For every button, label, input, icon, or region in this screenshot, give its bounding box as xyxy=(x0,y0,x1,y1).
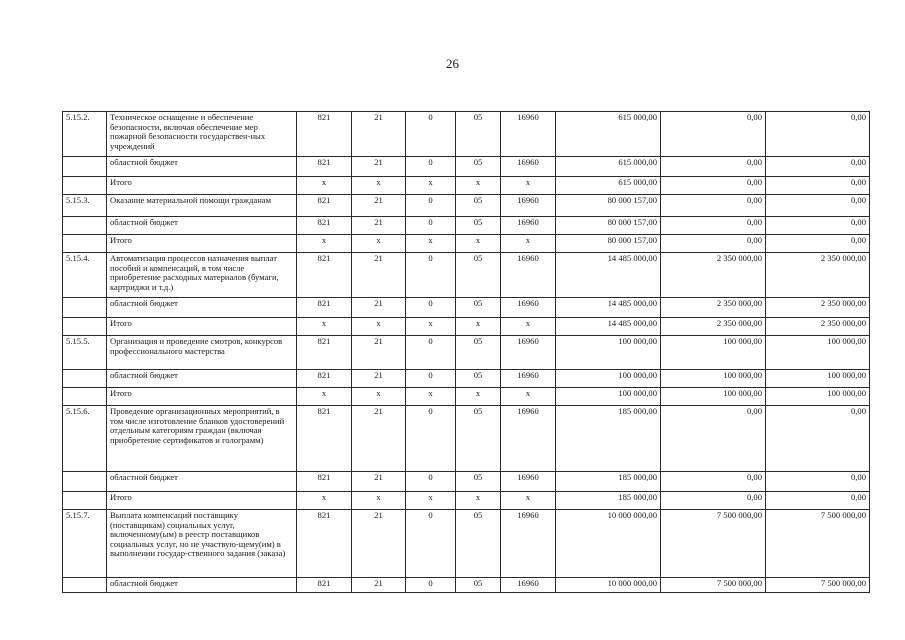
budget-table xyxy=(62,111,870,593)
program-code: x xyxy=(406,388,456,406)
amount-year-2: 7 500 000,00 xyxy=(661,578,766,593)
subprogram-code: 05 xyxy=(456,195,501,217)
amount-year-1: 185 000,00 xyxy=(556,472,661,492)
program-code: 0 xyxy=(406,298,456,318)
amount-year-3: 0,00 xyxy=(766,472,870,492)
table-row xyxy=(63,112,870,157)
section-code: 21 xyxy=(352,578,406,593)
item-code: 5.15.5. xyxy=(63,336,107,370)
item-name: Техническое оснащение и обеспечение безопасности, включая обеспечение мер пожарной безопасности государствен-ных учреждений xyxy=(107,112,297,157)
ministry-code: 821 xyxy=(297,472,352,492)
amount-year-1: 80 000 157,00 xyxy=(556,235,661,253)
subprogram-code: 05 xyxy=(456,112,501,157)
amount-year-1: 615 000,00 xyxy=(556,157,661,177)
subprogram-code: 05 xyxy=(456,472,501,492)
amount-year-1: 80 000 157,00 xyxy=(556,195,661,217)
item-name: Итого xyxy=(107,388,297,406)
ministry-code: 821 xyxy=(297,157,352,177)
section-code: 21 xyxy=(352,157,406,177)
section-code: 21 xyxy=(352,253,406,298)
amount-year-3: 2 350 000,00 xyxy=(766,318,870,336)
program-code: 0 xyxy=(406,578,456,593)
ministry-code: 821 xyxy=(297,510,352,578)
table-row xyxy=(63,298,870,318)
expense-code: x xyxy=(501,235,556,253)
section-code: 21 xyxy=(352,112,406,157)
item-code xyxy=(63,388,107,406)
subprogram-code: x xyxy=(456,177,501,195)
amount-year-2: 7 500 000,00 xyxy=(661,510,766,578)
amount-year-1: 100 000,00 xyxy=(556,370,661,388)
item-code xyxy=(63,472,107,492)
amount-year-2: 2 350 000,00 xyxy=(661,298,766,318)
amount-year-1: 100 000,00 xyxy=(556,336,661,370)
amount-year-3: 0,00 xyxy=(766,217,870,235)
item-code: 5.15.3. xyxy=(63,195,107,217)
expense-code: x xyxy=(501,318,556,336)
subprogram-code: x xyxy=(456,235,501,253)
expense-code: 16960 xyxy=(501,217,556,235)
amount-year-1: 100 000,00 xyxy=(556,388,661,406)
section-code: x xyxy=(352,318,406,336)
amount-year-2: 0,00 xyxy=(661,235,766,253)
amount-year-1: 10 000 000,00 xyxy=(556,578,661,593)
subprogram-code: 05 xyxy=(456,217,501,235)
amount-year-2: 2 350 000,00 xyxy=(661,318,766,336)
table-row xyxy=(63,177,870,195)
item-name: Автоматизация процессов назначения выплат пособий и компенсаций, в том числе приобретение расходных материалов (бумаги, картриджи и т.д.) xyxy=(107,253,297,298)
item-name: Итого xyxy=(107,492,297,510)
item-code xyxy=(63,578,107,593)
expense-code: 16960 xyxy=(501,578,556,593)
amount-year-1: 185 000,00 xyxy=(556,406,661,472)
amount-year-1: 615 000,00 xyxy=(556,177,661,195)
item-name: Проведение организационных мероприятий, в том числе изготовление бланков удостоверений отдельным категориям граждан (включая приобретение сертификатов и голограмм) xyxy=(107,406,297,472)
program-code: 0 xyxy=(406,472,456,492)
subprogram-code: 05 xyxy=(456,253,501,298)
program-code: 0 xyxy=(406,336,456,370)
program-code: 0 xyxy=(406,195,456,217)
item-name: Оказание материальной помощи гражданам xyxy=(107,195,297,217)
expense-code: 16960 xyxy=(501,157,556,177)
section-code: 21 xyxy=(352,298,406,318)
item-name: Выплата компенсаций поставщику (поставщикам) социальных услуг, включенному(ым) в реестр поставщиков социальных услуг, но не участвую-щему(им) в выполнении государ-ственного задания (заказа) xyxy=(107,510,297,578)
table-row xyxy=(63,157,870,177)
amount-year-3: 0,00 xyxy=(766,492,870,510)
item-name: областной бюджет xyxy=(107,157,297,177)
section-code: 21 xyxy=(352,472,406,492)
amount-year-2: 0,00 xyxy=(661,492,766,510)
program-code: 0 xyxy=(406,253,456,298)
expense-code: x xyxy=(501,492,556,510)
amount-year-3: 100 000,00 xyxy=(766,388,870,406)
amount-year-1: 14 485 000,00 xyxy=(556,298,661,318)
section-code: 21 xyxy=(352,406,406,472)
item-name: Организация и проведение смотров, конкурсов профессионального мастерства xyxy=(107,336,297,370)
item-code xyxy=(63,298,107,318)
ministry-code: 821 xyxy=(297,195,352,217)
subprogram-code: x xyxy=(456,388,501,406)
item-name: областной бюджет xyxy=(107,472,297,492)
table-row xyxy=(63,336,870,370)
expense-code: 16960 xyxy=(501,472,556,492)
amount-year-2: 0,00 xyxy=(661,112,766,157)
amount-year-3: 2 350 000,00 xyxy=(766,298,870,318)
item-code: 5.15.6. xyxy=(63,406,107,472)
table-row xyxy=(63,510,870,578)
section-code: 21 xyxy=(352,336,406,370)
program-code: 0 xyxy=(406,370,456,388)
item-code xyxy=(63,492,107,510)
amount-year-1: 185 000,00 xyxy=(556,492,661,510)
ministry-code: 821 xyxy=(297,336,352,370)
amount-year-3: 7 500 000,00 xyxy=(766,510,870,578)
amount-year-2: 100 000,00 xyxy=(661,370,766,388)
item-code xyxy=(63,318,107,336)
table-row xyxy=(63,195,870,217)
subprogram-code: x xyxy=(456,492,501,510)
amount-year-3: 0,00 xyxy=(766,406,870,472)
program-code: x xyxy=(406,492,456,510)
item-code: 5.15.2. xyxy=(63,112,107,157)
ministry-code: 821 xyxy=(297,217,352,235)
expense-code: x xyxy=(501,388,556,406)
section-code: x xyxy=(352,235,406,253)
program-code: 0 xyxy=(406,510,456,578)
section-code: 21 xyxy=(352,195,406,217)
item-name: Итого xyxy=(107,177,297,195)
amount-year-2: 0,00 xyxy=(661,406,766,472)
amount-year-3: 0,00 xyxy=(766,177,870,195)
program-code: 0 xyxy=(406,217,456,235)
item-code: 5.15.4. xyxy=(63,253,107,298)
amount-year-1: 10 000 000,00 xyxy=(556,510,661,578)
subprogram-code: 05 xyxy=(456,298,501,318)
ministry-code: x xyxy=(297,177,352,195)
item-name: Итого xyxy=(107,235,297,253)
item-code xyxy=(63,235,107,253)
table-row xyxy=(63,370,870,388)
table-row xyxy=(63,235,870,253)
ministry-code: x xyxy=(297,235,352,253)
section-code: x xyxy=(352,177,406,195)
section-code: 21 xyxy=(352,510,406,578)
subprogram-code: 05 xyxy=(456,336,501,370)
program-code: 0 xyxy=(406,157,456,177)
amount-year-1: 80 000 157,00 xyxy=(556,217,661,235)
table-row xyxy=(63,388,870,406)
section-code: 21 xyxy=(352,217,406,235)
amount-year-2: 0,00 xyxy=(661,177,766,195)
amount-year-2: 100 000,00 xyxy=(661,388,766,406)
program-code: x xyxy=(406,318,456,336)
section-code: x xyxy=(352,388,406,406)
amount-year-3: 2 350 000,00 xyxy=(766,253,870,298)
subprogram-code: x xyxy=(456,318,501,336)
amount-year-3: 0,00 xyxy=(766,112,870,157)
program-code: x xyxy=(406,235,456,253)
ministry-code: x xyxy=(297,492,352,510)
section-code: 21 xyxy=(352,370,406,388)
item-code xyxy=(63,157,107,177)
item-code xyxy=(63,217,107,235)
ministry-code: 821 xyxy=(297,112,352,157)
page-number: 26 xyxy=(446,56,459,71)
expense-code: 16960 xyxy=(501,253,556,298)
ministry-code: 821 xyxy=(297,406,352,472)
ministry-code: 821 xyxy=(297,253,352,298)
expense-code: 16960 xyxy=(501,298,556,318)
amount-year-1: 14 485 000,00 xyxy=(556,318,661,336)
amount-year-2: 2 350 000,00 xyxy=(661,253,766,298)
amount-year-2: 0,00 xyxy=(661,157,766,177)
amount-year-2: 0,00 xyxy=(661,217,766,235)
amount-year-3: 100 000,00 xyxy=(766,370,870,388)
expense-code: 16960 xyxy=(501,370,556,388)
expense-code: 16960 xyxy=(501,336,556,370)
amount-year-3: 0,00 xyxy=(766,157,870,177)
amount-year-3: 0,00 xyxy=(766,235,870,253)
item-name: областной бюджет xyxy=(107,370,297,388)
ministry-code: 821 xyxy=(297,298,352,318)
item-name: областной бюджет xyxy=(107,217,297,235)
expense-code: 16960 xyxy=(501,406,556,472)
item-name: областной бюджет xyxy=(107,298,297,318)
table-row xyxy=(63,406,870,472)
program-code: 0 xyxy=(406,112,456,157)
expense-code: 16960 xyxy=(501,112,556,157)
table-row xyxy=(63,472,870,492)
amount-year-2: 0,00 xyxy=(661,195,766,217)
table-row xyxy=(63,318,870,336)
subprogram-code: 05 xyxy=(456,578,501,593)
amount-year-3: 0,00 xyxy=(766,195,870,217)
subprogram-code: 05 xyxy=(456,370,501,388)
amount-year-3: 7 500 000,00 xyxy=(766,578,870,593)
amount-year-1: 615 000,00 xyxy=(556,112,661,157)
ministry-code: x xyxy=(297,388,352,406)
section-code: x xyxy=(352,492,406,510)
subprogram-code: 05 xyxy=(456,157,501,177)
expense-code: x xyxy=(501,177,556,195)
subprogram-code: 05 xyxy=(456,406,501,472)
ministry-code: 821 xyxy=(297,578,352,593)
amount-year-3: 100 000,00 xyxy=(766,336,870,370)
expense-code: 16960 xyxy=(501,510,556,578)
item-code xyxy=(63,370,107,388)
table-row xyxy=(63,253,870,298)
expense-code: 16960 xyxy=(501,195,556,217)
amount-year-1: 14 485 000,00 xyxy=(556,253,661,298)
program-code: 0 xyxy=(406,406,456,472)
table-row xyxy=(63,578,870,593)
ministry-code: 821 xyxy=(297,370,352,388)
item-code: 5.15.7. xyxy=(63,510,107,578)
ministry-code: x xyxy=(297,318,352,336)
item-code xyxy=(63,177,107,195)
amount-year-2: 0,00 xyxy=(661,472,766,492)
amount-year-2: 100 000,00 xyxy=(661,336,766,370)
program-code: x xyxy=(406,177,456,195)
table-row xyxy=(63,217,870,235)
item-name: Итого xyxy=(107,318,297,336)
item-name: областной бюджет xyxy=(107,578,297,593)
subprogram-code: 05 xyxy=(456,510,501,578)
table-row xyxy=(63,492,870,510)
